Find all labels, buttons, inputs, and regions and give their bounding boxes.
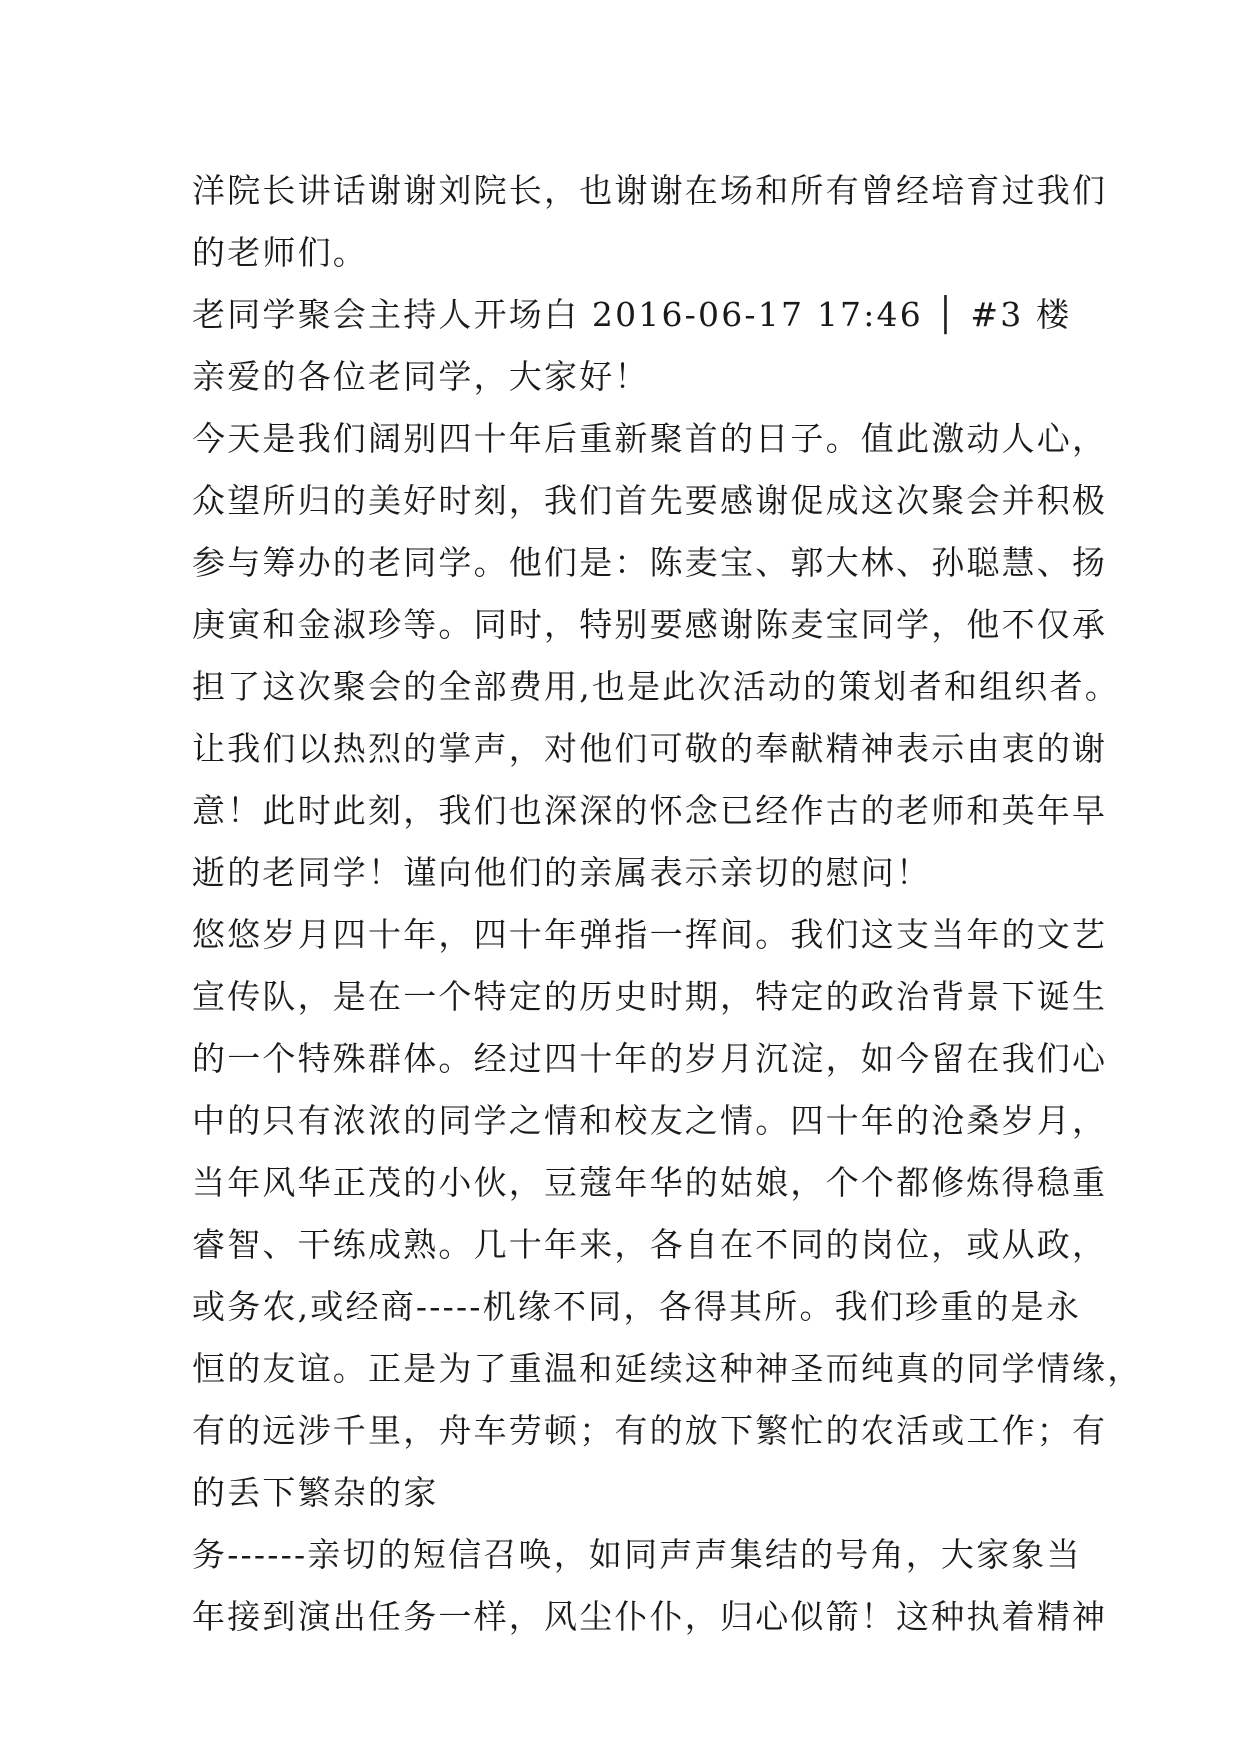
text-line: 悠悠岁月四十年，四十年弹指一挥间。我们这支当年的文艺 <box>192 915 1108 954</box>
text-line: 当年风华正茂的小伙，豆蔻年华的姑娘，个个都修炼得稳重 <box>192 1163 1108 1202</box>
text-line: 今天是我们阔别四十年后重新聚首的日子。值此激动人心， <box>192 419 1108 458</box>
text-line: 担了这次聚会的全部费用,也是此次活动的策划者和组织者。 <box>192 667 1120 706</box>
text-line: 恒的友谊。正是为了重温和延续这种神圣而纯真的同学情缘， <box>192 1349 1143 1388</box>
text-line: 睿智、干练成熟。几十年来，各自在不同的岗位，或从政， <box>192 1225 1108 1264</box>
document-body <box>192 160 1143 1648</box>
text-line: 庚寅和金淑珍等。同时，特别要感谢陈麦宝同学，他不仅承 <box>192 605 1108 644</box>
text-line: 意！此时此刻，我们也深深的怀念已经作古的老师和英年早 <box>192 791 1108 830</box>
text-line: 洋院长讲话谢谢刘院长，也谢谢在场和所有曾经培育过我们 <box>192 171 1108 210</box>
text-line: 的一个特殊群体。经过四十年的岁月沉淀，如今留在我们心 <box>192 1039 1108 1078</box>
text-line: 亲爱的各位老同学，大家好！ <box>192 357 650 396</box>
text-line: 逝的老同学！谨向他们的亲属表示亲切的慰问！ <box>192 853 932 892</box>
text-line: 年接到演出任务一样，风尘仆仆，归心似箭！这种执着精神 <box>192 1597 1108 1636</box>
post-header-line: 老同学聚会主持人开场白 2016-06-17 17:46 │ #3 楼 <box>192 295 1072 334</box>
text-line: 让我们以热烈的掌声，对他们可敬的奉献精神表示由衷的谢 <box>192 729 1108 768</box>
text-line: 有的远涉千里，舟车劳顿；有的放下繁忙的农活或工作；有 <box>192 1411 1108 1450</box>
text-line: 或务农,或经商-----机缘不同，各得其所。我们珍重的是永 <box>192 1287 1082 1326</box>
text-line: 中的只有浓浓的同学之情和校友之情。四十年的沧桑岁月， <box>192 1101 1108 1140</box>
text-line: 众望所归的美好时刻，我们首先要感谢促成这次聚会并积极 <box>192 481 1108 520</box>
text-line: 宣传队，是在一个特定的历史时期，特定的政治背景下诞生 <box>192 977 1108 1016</box>
text-line: 的老师们。 <box>192 233 368 272</box>
text-line: 务------亲切的短信召唤，如同声声集结的号角，大家象当 <box>192 1535 1082 1574</box>
text-line: 参与筹办的老同学。他们是：陈麦宝、郭大林、孙聪慧、扬 <box>192 543 1108 582</box>
text-line: 的丢下繁杂的家 <box>192 1473 439 1512</box>
